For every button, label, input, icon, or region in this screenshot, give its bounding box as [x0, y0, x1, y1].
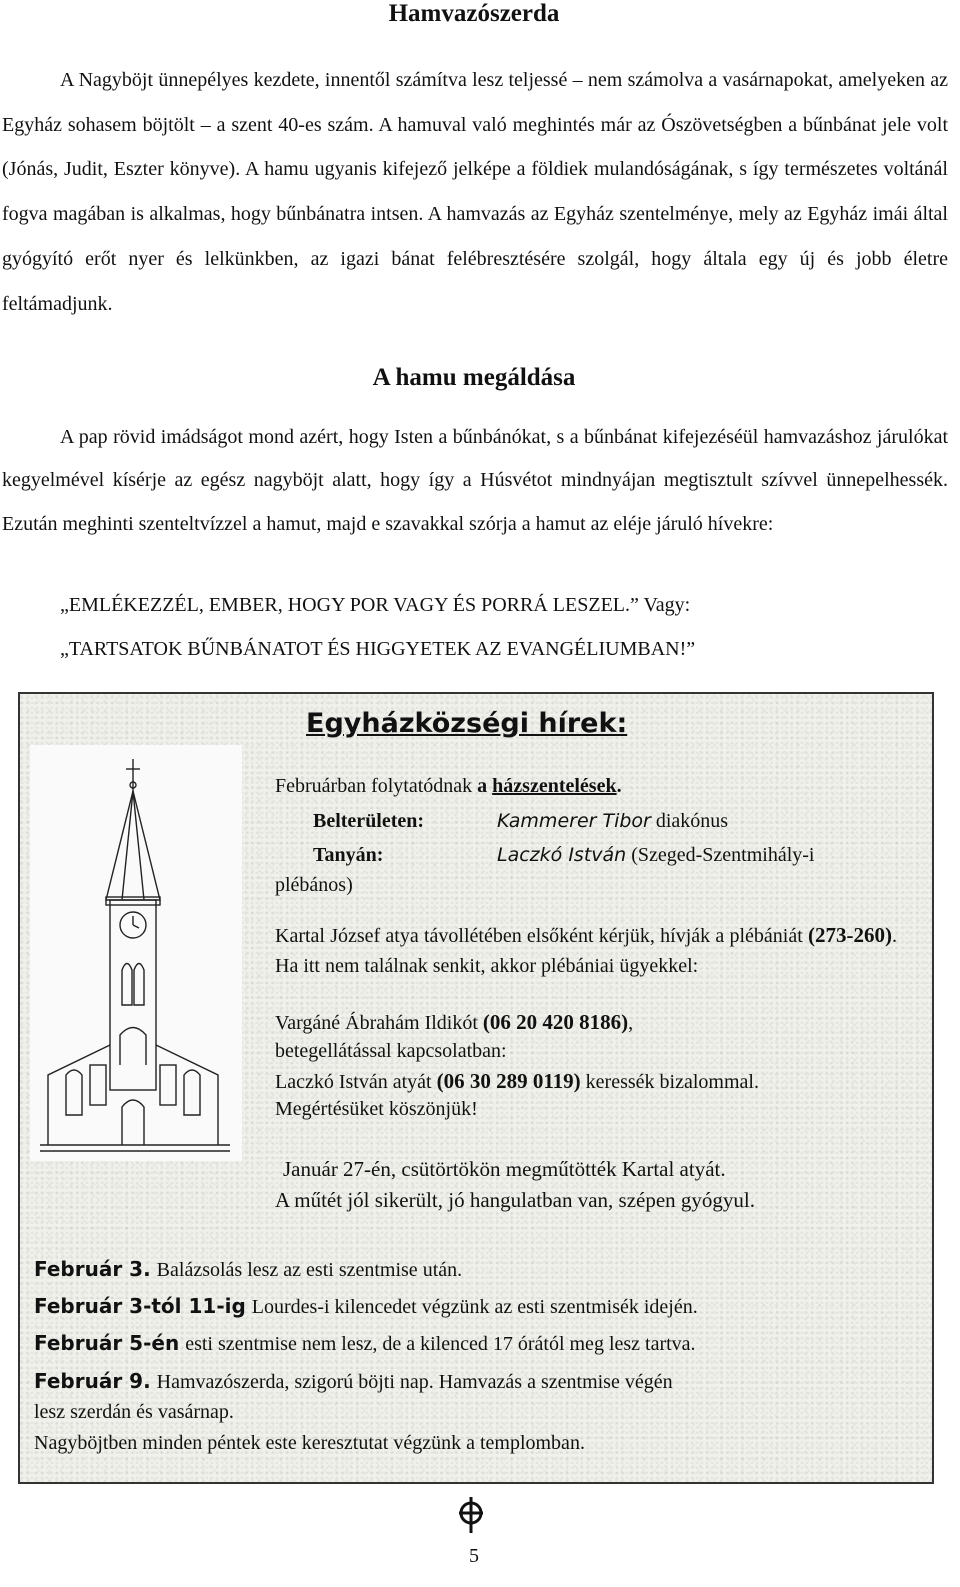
beteg-line: betegellátással kapcsolatban: [275, 1040, 507, 1062]
event-date: Február 3-tól 11-ig [34, 1294, 246, 1318]
feb-dot: . [616, 775, 622, 797]
laczko-text-b: keressék bizalommal. [580, 1071, 759, 1093]
tanyan-person [497, 844, 814, 867]
parish-phone: (273-260) [808, 923, 892, 947]
formula-line-1: „EMLÉKEZZÉL, EMBER, HOGY POR VAGY ÉS PORRÁ LESZEL.” Vagy: [60, 594, 691, 616]
laczko-phone: (06 30 289 0119) [436, 1069, 581, 1093]
intro-paragraph: A Nagyböjt ünnepélyes kezdete, innentől számítva lesz teljessé – nem számolva a vasárnapokat, amelyeken az Egyház sohasem böjtölt – a szent 40-es szám. A hamuval való meghintés már az Ószövetségben a bűnbánat jele volt (Jónás, Judit, Eszter könyve). A hamu ugyanis kifejező jelképe a földiek mulandóságának, s így természetes voltánál fogva magában is alkalmas, hogy bűnbánatra intsen. A hamvazás az Egyház szentelménye, mely az Egyház imái által gyógyító erőt nyer és lelkünkben, az igazi bánat felébresztésére szolgál, hogy általa egy új és jobb életre feltámadjunk. [2, 69, 948, 315]
tanyan-line [313, 844, 383, 867]
belter-name: Kammerer Tibor [497, 810, 651, 832]
belter-label: Belterületen: [313, 810, 425, 832]
tanyan-role: (Szeged-Szentmihály-i [626, 844, 815, 866]
event-date: Február 3. [34, 1257, 151, 1281]
page-title: Hamvazószerda [388, 0, 560, 27]
vargane-phone: (06 20 420 8186) [482, 1010, 629, 1034]
event-row [34, 1369, 673, 1394]
event-text: Hamvazószerda, szigorú böjti nap. Hamvazás a szentmise végén [156, 1371, 673, 1393]
cross-icon [456, 1495, 486, 1535]
vargane-comma: , [628, 1012, 634, 1034]
event-text: Lourdes-i kilencedet végzünk az esti szentmisék idején. [251, 1296, 698, 1318]
blessing-paragraph: A pap rövid imádságot mond azért, hogy Isten a bűnbánókat, s a bűnbánat kifejezéséül hamvazáshoz járulókat kegyelmével kísérje az egész nagyböjt alatt, hogy így a Húsvétot mindnyájan megtisztult szívvel ünnepelhessék. Ezután meghinti szenteltvízzel a hamut, majd e szavakkal szórja a hamut az eléje járuló hívekre: [2, 426, 948, 535]
feb-text: Februárban folytatódnak [275, 775, 478, 797]
tanyan-role-cont: plébános) [275, 874, 353, 896]
event-text: esti szentmise nem lesz, de a kilenced 17 órától meg lesz tartva. [185, 1333, 696, 1355]
kartal-text-a: Kartal József atya távollétében elsőként kérjük, hívják a plébániát [275, 925, 809, 947]
laczko-text: Laczkó István atyát [275, 1071, 437, 1093]
event-row [34, 1331, 696, 1356]
surgery-line-2: A műtét jól sikerült, jó hangulatban van, szépen gyógyul. [275, 1188, 755, 1212]
page-number: 5 [469, 1545, 479, 1567]
feb-keyword: házszentelések [492, 775, 617, 797]
event-text: Balázsolás lesz az esti szentmise után. [156, 1259, 463, 1281]
event-row [34, 1257, 462, 1282]
event-continuation: lesz szerdán és vasárnap. [34, 1401, 234, 1423]
church-illustration [30, 745, 242, 1161]
fridays-note: Nagyböjtben minden péntek este keresztutat végzünk a templomban. [34, 1432, 585, 1454]
belter-line [313, 810, 424, 833]
event-date: Február 9. [34, 1369, 151, 1393]
feb-article: a [477, 775, 493, 797]
tanyan-label: Tanyán: [313, 844, 384, 866]
kartal-text-b: . Ha itt nem találnak senkit, akkor plébániai ügyekkel: [275, 925, 897, 977]
vargane-text: Vargáné Ábrahám Ildikót [275, 1012, 483, 1034]
surgery-line-1: Január 27-én, csütörtökön megműtötték Kartal atyát. [283, 1157, 726, 1181]
formula-line-2: „TARTSATOK BŰNBÁNATOT ÉS HIGGYETEK AZ EVANGÉLIUMBAN!” [60, 638, 696, 660]
event-date: Február 5-én [34, 1331, 180, 1355]
thanks-line: Megértésüket köszönjük! [275, 1098, 478, 1120]
tanyan-name: Laczkó István [497, 844, 627, 866]
kartal-contact-text [275, 920, 897, 981]
news-title: Egyházközségi hírek: [306, 708, 628, 739]
belter-person [497, 810, 728, 833]
event-row [34, 1294, 698, 1319]
feb-blessing-line [275, 775, 622, 798]
laczko-line [275, 1069, 759, 1094]
vargane-line [275, 1010, 633, 1035]
belter-role: diakónus [650, 810, 729, 832]
section-heading: A hamu megáldása [372, 364, 576, 391]
